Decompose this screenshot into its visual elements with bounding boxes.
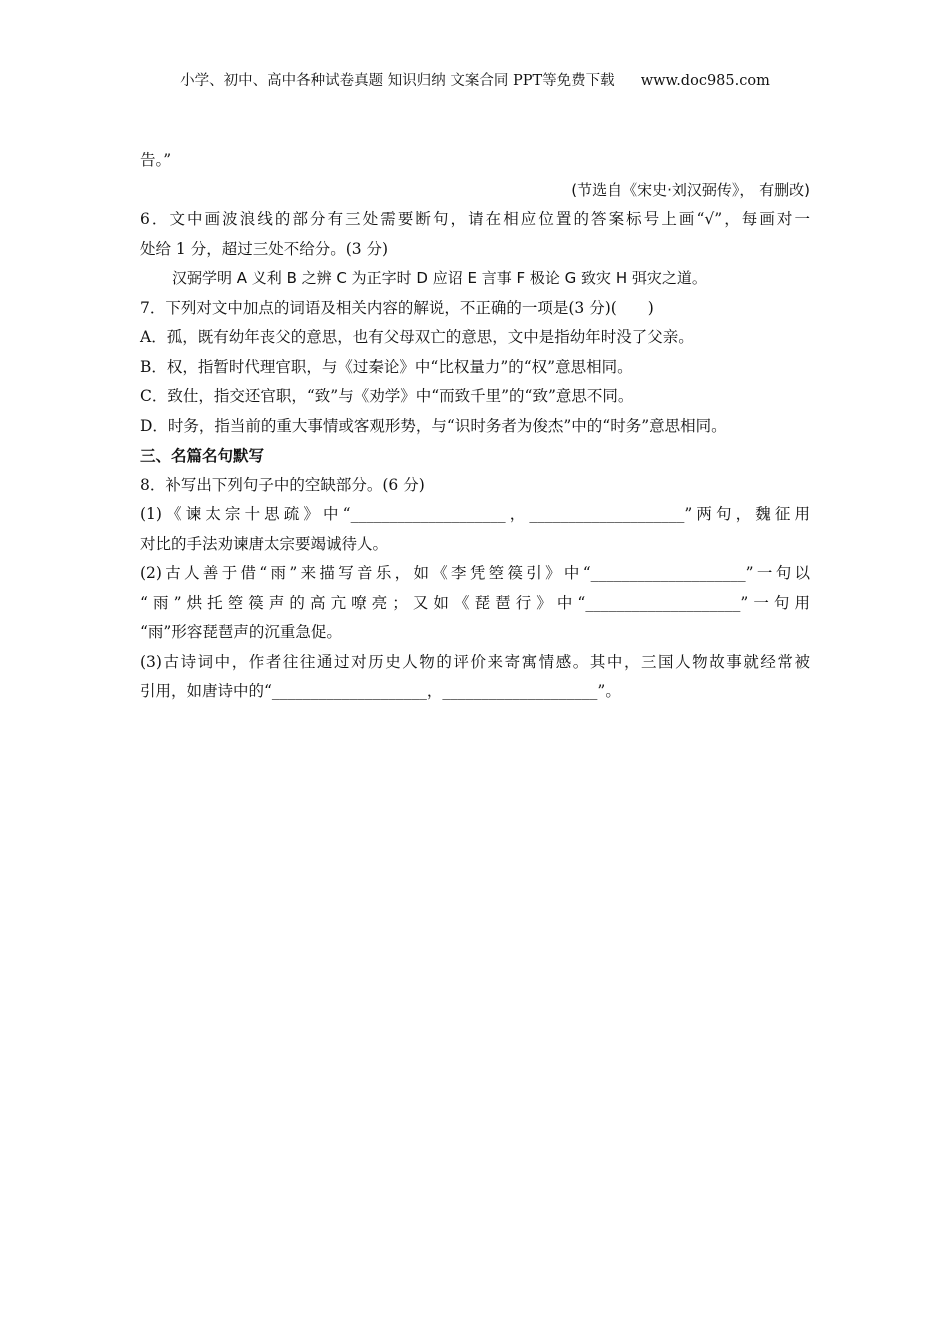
q7-option-d: D．时务，指当前的重大事情或客观形势，与“识时务者为俊杰”中的“时务”意思相同。 — [140, 416, 727, 435]
question-7 — [140, 294, 810, 442]
q8-part2-line2: “雨”烘托箜篌声的高亢嘹亮；又如《琵琶行》中“____________________”一句用 — [140, 593, 810, 612]
q8-part2-line1: (2)古人善于借“雨”来描写音乐，如《李凭箜篌引》中“____________________”一句以 — [140, 564, 810, 582]
question-6 — [140, 205, 810, 294]
header-url[interactable]: www.doc985.com — [640, 73, 770, 89]
q6-stem-line1: 6．文中画波浪线的部分有三处需要断句，请在相应位置的答案标号上画“√”，每画对一 — [140, 210, 810, 228]
passage-end: 告。” — [140, 151, 172, 169]
document-body — [140, 146, 810, 707]
q7-option-a: A．孤，既有幼年丧父的意思，也有父母双亡的意思，文中是指幼年时没了父亲。 — [140, 328, 694, 346]
section-3-title: 三、名篇名句默写 — [140, 446, 265, 465]
q8-part2-line3: “雨”形容琵琶声的沉重急促。 — [140, 623, 342, 641]
q7-option-c: C．致仕，指交还官职，“致”与《劝学》中“而致千里”的“致”意思不同。 — [140, 387, 634, 405]
q8-part1-line2: 对比的手法劝谏唐太宗要竭诚待人。 — [140, 534, 389, 553]
question-8 — [140, 471, 810, 707]
page-header — [0, 69, 950, 90]
q8-part3-line1: (3)古诗词中，作者往往通过对历史人物的评价来寄寓情感。其中，三国人物故事就经常被 — [140, 652, 810, 671]
q8-stem: 8．补写出下列句子中的空缺部分。(6 分) — [140, 475, 425, 494]
q6-sentence: 汉弼学明 A 义利 B 之辨 C 为正字时 D 应诏 E 言事 F 极论 G 致灾 H 弭灾之道。 — [172, 269, 707, 287]
q8-part1-line1: (1)《谏太宗十思疏》中“____________________，____________________”两句，魏征用 — [140, 505, 810, 523]
q6-stem-line2: 处给 1 分，超过三处不给分。(3 分) — [140, 239, 389, 258]
header-text: 小学、初中、高中各种试卷真题 知识归纳 文案合同 PPT等免费下载 — [180, 73, 615, 89]
q7-option-b: B．权，指暂时代理官职，与《过秦论》中“比权量力”的“权”意思相同。 — [140, 357, 633, 376]
q7-stem: 7．下列对文中加点的词语及相关内容的解说，不正确的一项是(3 分)( ) — [140, 298, 654, 317]
q8-part3-line2: 引用，如唐诗中的“____________________，____________________”。 — [140, 682, 621, 700]
passage-source: (节选自《宋史·刘汉弼传》， 有删改) — [571, 180, 810, 199]
